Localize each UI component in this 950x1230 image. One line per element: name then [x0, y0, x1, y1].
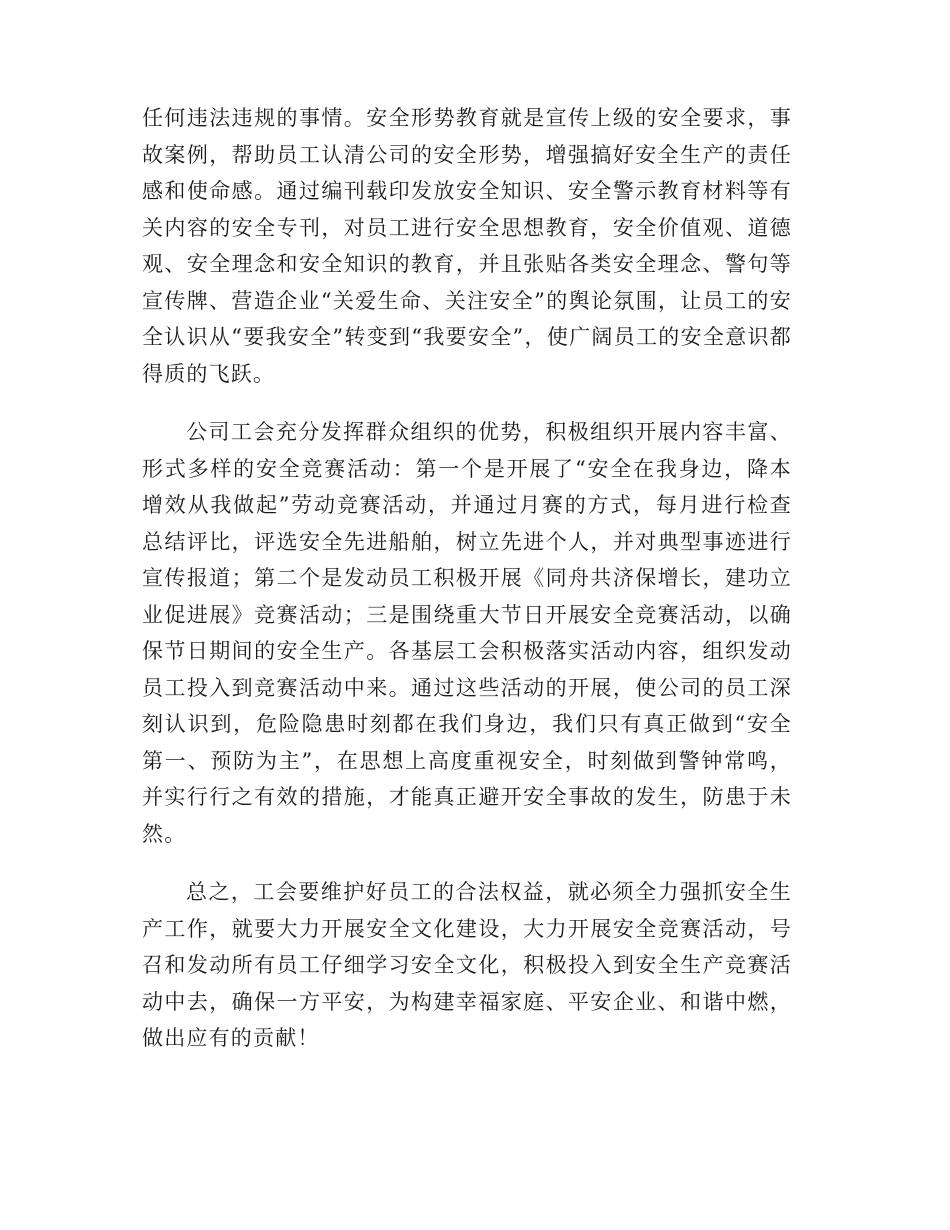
paragraph-competition-activities: 公司工会充分发挥群众组织的优势，积极组织开展内容丰富、形式多样的安全竞赛活动：第一个是开展了“安全在我身边，降本增效从我做起”劳动竞赛活动，并通过月赛的方式，每月进行检查总结评比，评选安全先进船舶，树立先进个人，并对典型事迹进行宣传报道；第二个是发动员工积极开展《同舟共济保增长，建功立业促进展》竞赛活动；三是围绕重大节日开展安全竞赛活动，以确保节日期间的安全生产。各基层工会积极落实活动内容，组织发动员工投入到竞赛活动中来。通过这些活动的开展，使公司的员工深刻认识到，危险隐患时刻都在我们身边，我们只有真正做到“安全第一、预防为主”，在思想上高度重视安全，时刻做到警钟常鸣，并实行行之有效的措施，才能真正避开安全事故的发生，防患于未然。 [142, 420, 792, 846]
paragraph-continuation: 任何违法违规的事情。安全形势教育就是宣传上级的安全要求，事故案例，帮助员工认清公司的安全形势，增强搞好安全生产的责任感和使命感。通过编刊载印发放安全知识、安全警示教育材料等有关内容的安全专刊，对员工进行安全思想教育，安全价值观、道德观、安全理念和安全知识的教育，并且张贴各类安全理念、警句等宣传牌、营造企业“关爱生命、关注安全”的舆论氛围，让员工的安全认识从“要我安全”转变到“我要安全”，使广阔员工的安全意识都得质的飞跃。 [142, 106, 792, 386]
paragraph-conclusion: 总之，工会要维护好员工的合法权益，就必须全力强抓安全生产工作，就要大力开展安全文化建设，大力开展安全竞赛活动，号召和发动所有员工仔细学习安全文化，积极投入到安全生产竞赛活动中去，确保一方平安，为构建幸福家庭、平安企业、和谐中燃，做出应有的贡献！ [142, 880, 792, 1050]
document-body [142, 100, 792, 1057]
